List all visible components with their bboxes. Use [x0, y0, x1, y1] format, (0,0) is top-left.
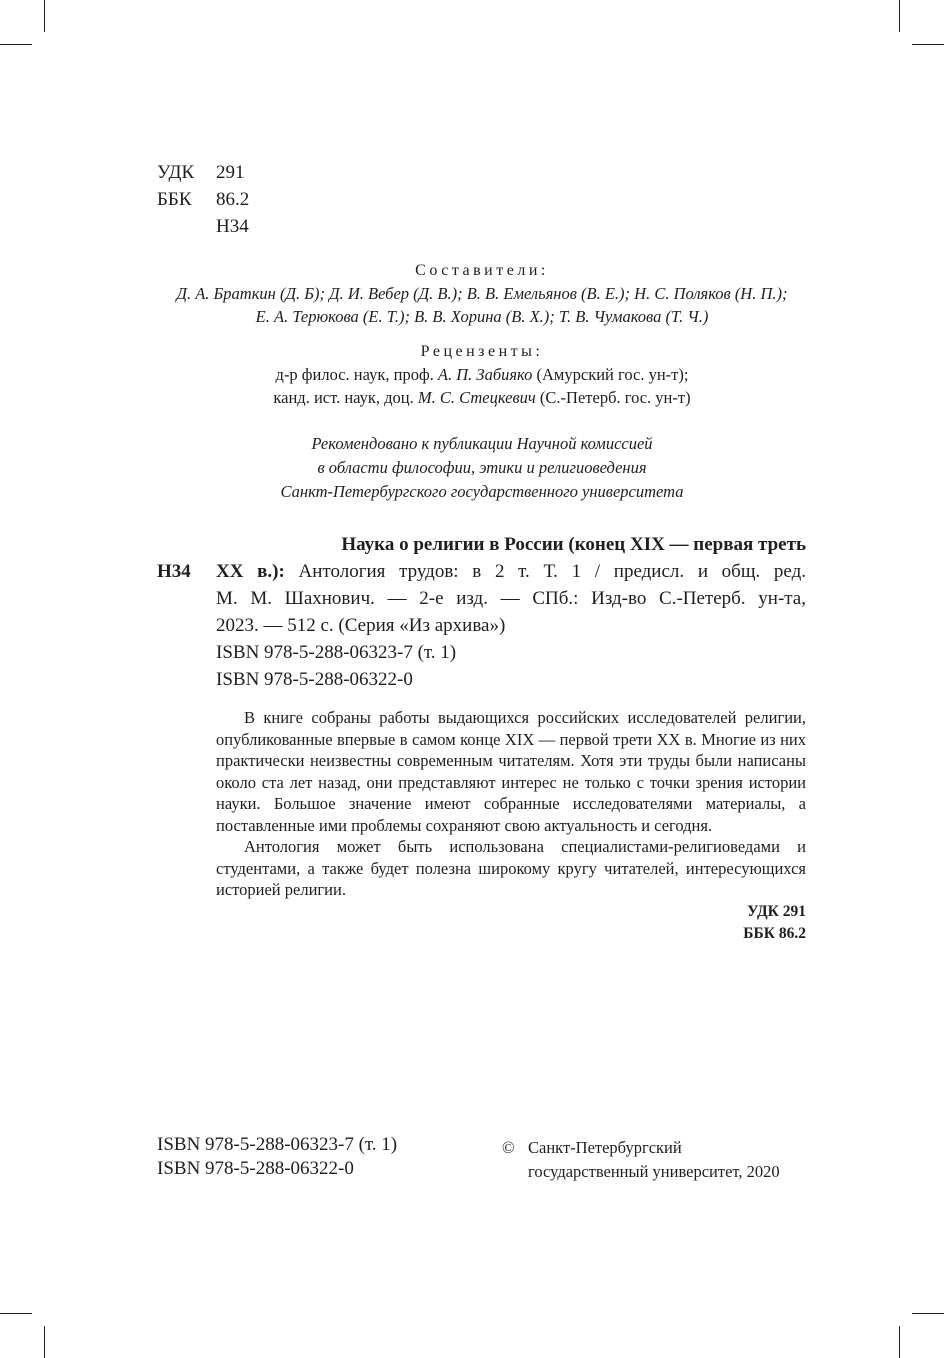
- annotation-bbk: ББК 86.2: [743, 924, 806, 942]
- recommendation-block: Рекомендовано к публикации Научной комиссией в области философии, этики и религиоведения Санкт-Петербургского государственного университета: [280, 434, 684, 501]
- reviewer-1: д-р филос. наук, проф. А. П. Забияко (Амурский гос. ун-т);: [275, 365, 689, 384]
- annotation-paragraph-1: В книге собраны работы выдающихся российских исследователей религии, опубликованные впервые в самом конце XIX — первой трети XX в. Многие из них практически неизвестны современным читателям. Хотя эти труды были написаны около ста лет назад, они представляют интерес не только с точки зрения истории науки. Большое значение имеют собранные исследователями материалы, а поставленные ими проблемы сохраняют свою актуальность и сегодня.: [216, 708, 806, 835]
- crop-mark-bottom-right-horizontal: [912, 1313, 944, 1314]
- reviewers-block: [110, 341, 854, 409]
- footer-isbn-1: ISBN 978-5-288-06323-7 (т. 1): [157, 1134, 398, 1155]
- crop-mark-bottom-left-horizontal: [0, 1313, 32, 1314]
- compilers-block: [110, 260, 854, 328]
- reviewer-2: канд. ист. наук, доц. М. С. Стецкевич (С.-Петерб. гос. ун-т): [273, 388, 691, 407]
- copyright-icon: ©: [502, 1138, 515, 1157]
- bibliographic-record: [157, 531, 806, 693]
- crop-mark-top-left-vertical: [44, 0, 45, 32]
- footer-isbn-2: ISBN 978-5-288-06322-0: [157, 1158, 354, 1179]
- compilers-heading: Составители:: [415, 262, 549, 279]
- copyright-block: [502, 1136, 780, 1184]
- author-mark: Н34: [216, 216, 249, 237]
- bbk-value: 86.2: [216, 189, 250, 210]
- copyright-line-2: государственный университет, 2020: [528, 1162, 780, 1181]
- annotation-paragraph-2: Антология может быть использована специалистами-религиоведами и студентами, а также будет полезна широкому кругу читателей, интересующихся историей религии.: [216, 837, 806, 899]
- crop-mark-top-right-horizontal: [912, 44, 944, 45]
- compilers-line-2: Е. А. Терюкова (Е. Т.); В. В. Хорина (В. Х.); Т. В. Чумакова (Т. Ч.): [255, 307, 709, 326]
- crop-mark-top-right-vertical: [899, 0, 900, 32]
- record-line-2: XX в.): Антология трудов: в 2 т. Т. 1 / предисл. и общ. ред.: [216, 561, 807, 582]
- record-code: Н34: [157, 561, 191, 582]
- record-isbn-1: ISBN 978-5-288-06323-7 (т. 1): [216, 642, 457, 663]
- record-isbn-2: ISBN 978-5-288-06322-0: [216, 669, 413, 690]
- bbk-label: ББК: [157, 189, 192, 210]
- udk-label: УДК: [157, 162, 195, 183]
- copyright-line-1: Санкт-Петербургский: [528, 1138, 682, 1157]
- annotation-block: [216, 707, 806, 945]
- crop-mark-bottom-right-vertical: [899, 1326, 900, 1358]
- classification-block: [157, 159, 249, 240]
- reviewers-heading: Рецензенты:: [420, 343, 544, 360]
- record-line-3: М. М. Шахнович. — 2-е изд. — СПб.: Изд-во С.-Петерб. ун-та,: [216, 588, 806, 609]
- record-line-4: 2023. — 512 с. (Серия «Из архива»): [216, 615, 506, 636]
- footer-isbn-block: [157, 1133, 397, 1181]
- reviewer-1-name: А. П. Забияко: [437, 365, 533, 384]
- udk-value: 291: [216, 162, 245, 183]
- crop-mark-top-left-horizontal: [0, 44, 32, 45]
- annotation-udk: УДК 291: [747, 902, 806, 920]
- reviewer-2-name: М. С. Стецкевич: [417, 388, 536, 407]
- compilers-line-1: Д. А. Браткин (Д. Б); Д. И. Вебер (Д. В.); В. В. Емельянов (В. Е.); Н. С. Поляков (Н. П.);: [176, 284, 788, 303]
- crop-mark-bottom-left-vertical: [44, 1326, 45, 1358]
- record-title-line: Наука о религии в России (конец XIX — первая треть: [341, 534, 806, 555]
